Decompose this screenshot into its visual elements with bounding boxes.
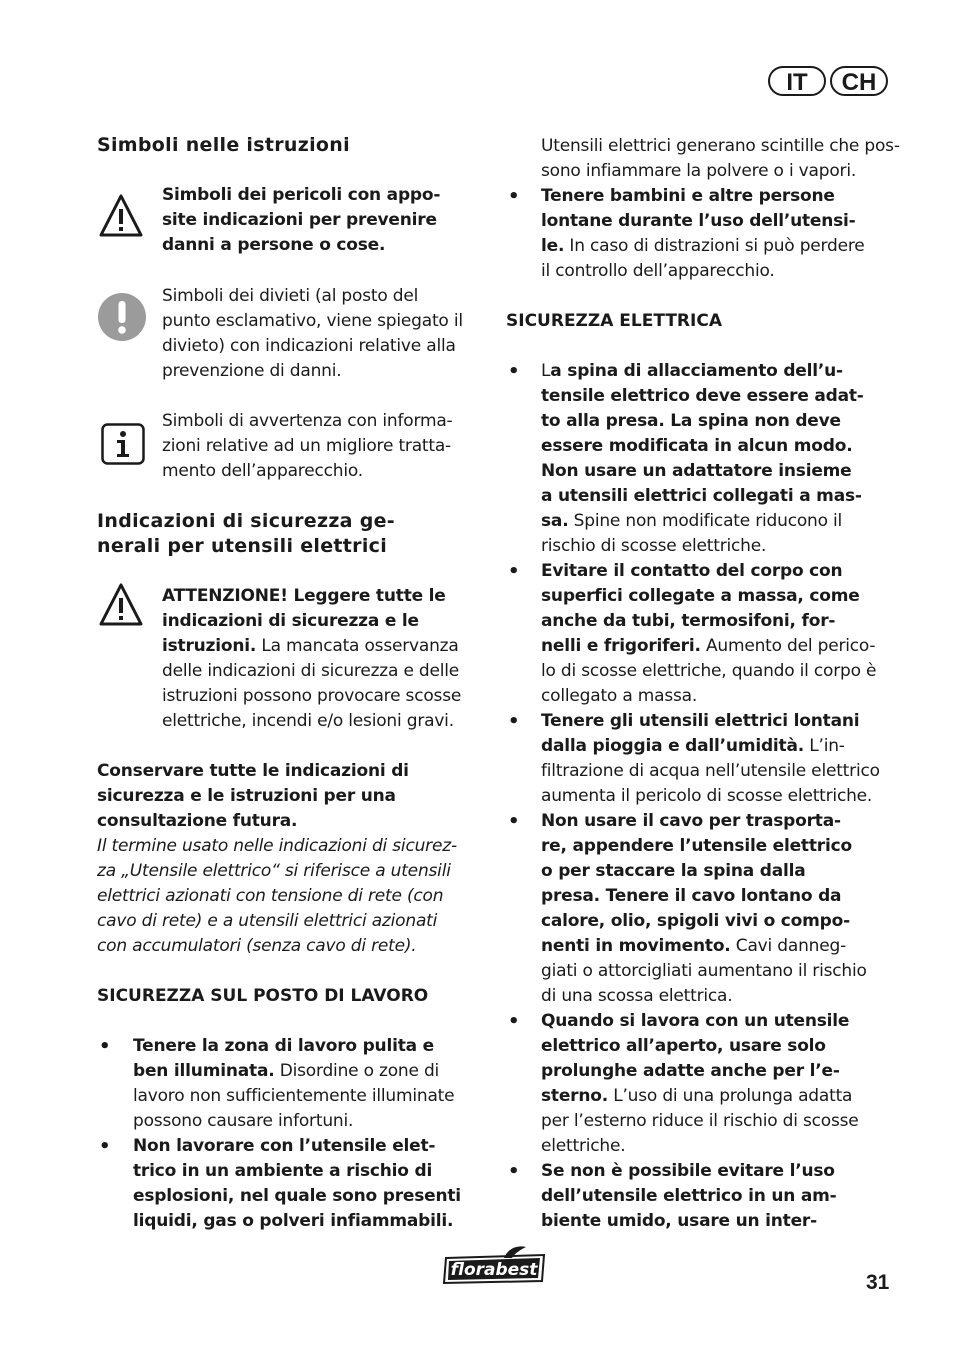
continued-text: Utensili elettrici generano scintille che pos- sono infiammare la polvere o i vapori. [541, 136, 900, 181]
lang-badge-ch: CH [830, 66, 888, 96]
bullet: • [508, 561, 520, 582]
prohibition-circle-icon [97, 292, 147, 342]
warning-triangle-icon [98, 193, 144, 239]
brand-logo [442, 1244, 548, 1286]
list-item: Evitare il contatto del corpo con superfici collegate a massa, come anche da tubi, termosifoni, for- nelli e frigoriferi. Aumento del perico- lo di scosse elettriche, quando il corpo è collegato a massa. [541, 561, 877, 706]
bullet: • [508, 361, 520, 382]
info-square-icon [101, 423, 145, 465]
bullet: • [508, 711, 520, 732]
bullet: • [508, 186, 520, 207]
lang-badge-it: IT [768, 66, 826, 96]
warning-text: ATTENZIONE! Leggere tutte le indicazioni di sicurezza e le istruzioni. La mancata osservanza delle indicazioni di sicurezza e delle istruzioni possono provocare scosse elettriche, incendi e/o lesioni gravi. [162, 586, 462, 731]
section-title-electric: SICUREZZA ELETTRICA [506, 311, 722, 331]
symbol-prohibition-text: Simboli dei divieti (al posto del punto esclamativo, viene spiegato il divieto) con indicazioni relative alla prevenzione di danni. [162, 286, 463, 381]
section-title-safety: Indicazioni di sicurezza ge- nerali per utensili elettrici [97, 510, 395, 557]
definition-note: Il termine usato nelle indicazioni di sicurez- za „Utensile elettrico“ si riferisce a utensili elettrici azionati con tensione di rete (con cavo di rete) e a utensili elettrici azionati con accumulatori (senza cavo di rete). [97, 836, 457, 956]
section-title-symbols: Simboli nelle istruzioni [97, 134, 350, 156]
bullet: • [508, 811, 520, 832]
warning-triangle-icon [98, 582, 144, 628]
list-item: Se non è possibile evitare l’uso dell’utensile elettrico in un am- biente umido, usare un inter- [541, 1161, 837, 1231]
list-item: Quando si lavora con un utensile elettrico all’aperto, usare solo prolunghe adatte anche per l’e- sterno. L’uso di una prolunga adatta per l’esterno riduce il rischio di scosse elettriche. [541, 1011, 859, 1156]
section-title-workplace: SICUREZZA SUL POSTO DI LAVORO [97, 986, 429, 1006]
bullet: • [99, 1136, 111, 1157]
list-item: Non usare il cavo per trasporta- re, appendere l’utensile elettrico o per staccare la spina dalla presa. Tenere il cavo lontano da calore, olio, spigoli vivi o compo- nenti in movimento. Cavi danneg- giati o attorcigliati aumentano il rischio di una scossa elettrica. [541, 811, 867, 1006]
list-item: Tenere gli utensili elettrici lontani dalla pioggia e dall’umidità. L’in- filtrazione di acqua nell’utensile elettrico aumenta il pericolo di scosse elettriche. [541, 711, 880, 806]
page-number: 31 [866, 1271, 890, 1294]
svg-text:florabest: florabest [450, 1260, 538, 1280]
list-item: La spina di allacciamento dell’u- tensile elettrico deve essere adat- to alla presa. La spina non deve essere modificata in alcun modo. Non usare un adattatore insieme a utensili elettrici collegati a mas- sa. Spine non modificate riducono il rischio di scosse elettriche. [541, 361, 864, 556]
list-item: Tenere bambini e altre persone lontane durante l’uso dell’utensi- le. In caso di distrazioni si può perdere il controllo dell’apparecchio. [541, 186, 865, 281]
symbol-info-text: Simboli di avvertenza con informa- zioni relative ad un migliore tratta- mento dell’apparecchio. [162, 411, 453, 481]
list-item: Tenere la zona di lavoro pulita e ben illuminata. Disordine o zone di lavoro non sufficientemente illuminate possono causare infortuni. [133, 1036, 455, 1131]
symbol-danger-text: Simboli dei pericoli con appo- site indicazioni per prevenire danni a persone o cose. [162, 185, 441, 255]
list-item: Non lavorare con l’utensile elet- trico in un ambiente a rischio di esplosioni, nel quale sono presenti liquidi, gas o polveri infiammabili. [133, 1136, 461, 1231]
bullet: • [99, 1036, 111, 1057]
keep-instructions-text: Conservare tutte le indicazioni di sicurezza e le istruzioni per una consultazione futura. [97, 761, 409, 831]
bullet: • [508, 1011, 520, 1032]
bullet: • [508, 1161, 520, 1182]
